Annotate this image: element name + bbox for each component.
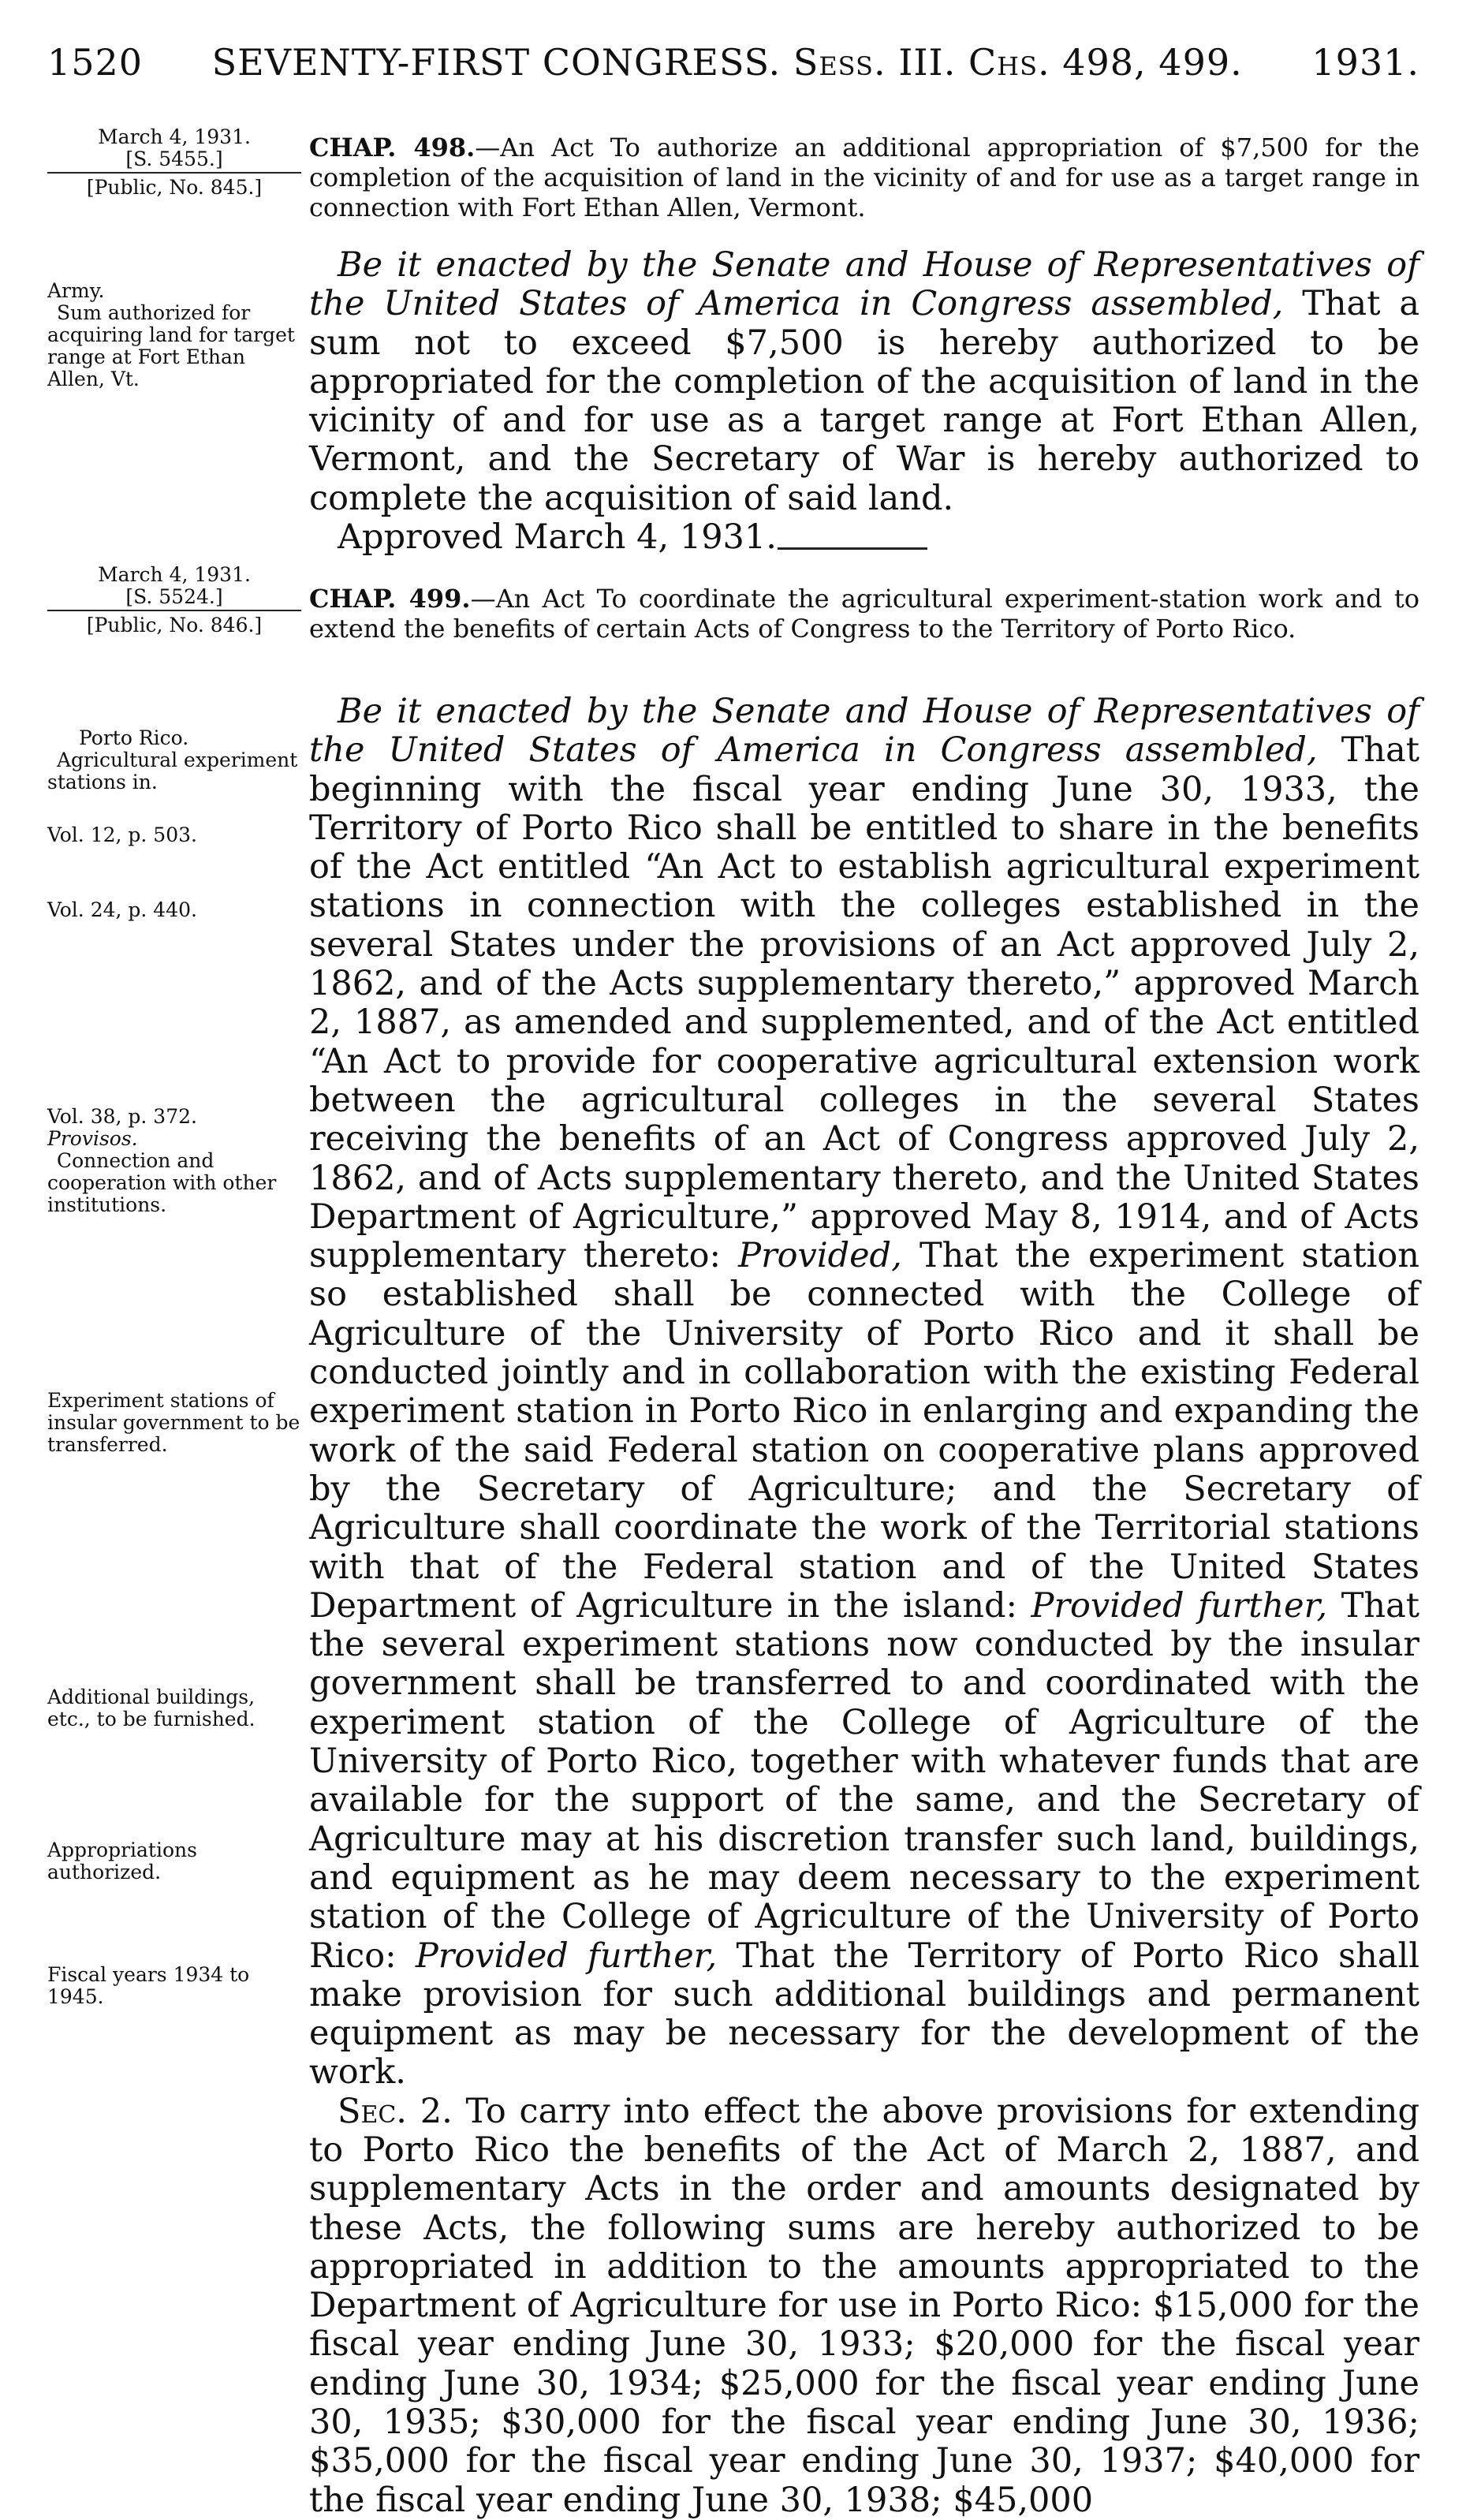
margin-porto-rico <box>47 727 301 793</box>
header-year: 1931. <box>1311 41 1419 84</box>
margin-vol-38-ref: Vol. 38, p. 372. <box>47 1105 197 1128</box>
ch498-bill-number: [S. 5455.] <box>125 147 223 170</box>
ch499-proviso-1: Provided, <box>738 1236 902 1276</box>
ch498-text: That a sum not to exceed $7,500 is hereby authorized to be appropriated for the completion of the acquisition of land in the vicinity of and for use as a target range at Fort Ethan Allen, Vermont, and the Secretary of War is hereby authorized to complete the acquisition of said land. <box>309 284 1419 518</box>
ch498-body <box>309 246 1419 557</box>
margin-provisos: Provisos. <box>47 1127 138 1150</box>
ch498-enacting-clause: Be it enacted by the Senate and House of Representatives of the United States of America in Congress assembled, <box>309 245 1419 324</box>
ch498-enactment-paragraph <box>309 246 1419 518</box>
ch499-section-1 <box>309 693 1419 2093</box>
running-header <box>47 41 1419 84</box>
ch499-heading <box>309 584 1419 644</box>
ch499-date: March 4, 1931. <box>98 563 251 586</box>
ch498-margin-notes <box>47 280 301 390</box>
session-label: Sess. III. <box>793 41 957 84</box>
ch498-public-number: [Public, No. 845.] <box>86 176 263 199</box>
ch499-text-b: That the experiment station so established shall be connected with the College of Agriculture of the University of Porto Rico and it shall be conducted jointly and in collaboration with the existing Federal experiment station in Porto Rico in enlarging and expanding the work of the said Federal station on cooperative plans approved by the Secretary of Agriculture; and the Secretary of Agriculture shall coordinate the work of the Territorial stations with that of the Federal station and of the United States Department of Agriculture in the island: <box>309 1236 1419 1626</box>
ch499-title: —An Act To coordinate the agricultural experiment-station work and to extend the benefits of certain Acts of Congress to the Territory of Porto Rico. <box>309 584 1420 644</box>
ch498-date: March 4, 1931. <box>98 125 251 148</box>
congress-name: SEVENTY-FIRST CONGRESS. <box>211 41 781 84</box>
ch499-enacting-clause: Be it enacted by the Senate and House of Representatives of the United States of America in Congress assembled, <box>309 692 1419 771</box>
margin-additional-buildings: Additional buildings, etc., to be furnished. <box>47 1686 256 1730</box>
ch498-chap-label: CHAP. 498. <box>309 133 476 162</box>
chapters-label: Chs. 498, 499. <box>968 41 1243 84</box>
ch499-chap-label: CHAP. 499. <box>309 584 471 614</box>
ch498-title: —An Act To authorize an additional appropriation of $7,500 for the completion of the acquisition of land in the vicinity of and for use as a target range in connection with Fort Ethan Allen, Vermont. <box>309 133 1420 222</box>
ch499-margin-rule <box>47 610 301 611</box>
ch499-proviso-3: Provided further, <box>415 1936 718 1976</box>
ch499-text-a: That beginning with the fiscal year ending June 30, 1933, the Territory of Porto Rico shall be entitled to share in the benefits of the Act entitled “An Act to establish agricultural experiment stations in connection with the colleges established in the several States under the provisions of an Act approved July 2, 1862, and of the Acts supplementary thereto,” approved March 2, 1887, as amended and supplemented, and of the Act entitled “An Act to provide for cooperative agricultural extension work between the agricultural colleges in the several States receiving the benefits of an Act of Congress approved July 2, 1862, and of Acts supplementary thereto, and the United States Department of Agriculture,” approved May 8, 1914, and of Acts supplementary thereto: <box>309 730 1419 1276</box>
ch499-body <box>309 693 1419 2520</box>
ch499-public-number: [Public, No. 846.] <box>86 614 263 637</box>
ch499-text-c: That the several experiment stations now conducted by the insular government shall be transferred to and coordinated with the experiment station of the College of Agriculture of the University of Porto Rico, together with whatever funds that are available for the support of the same, and the Secretary of Agriculture may at his discretion transfer such land, buildings, and equipment as he may deem necessary to the experiment station of the College of Agriculture of the University of Porto Rico: <box>309 1585 1419 1976</box>
ch499-date-block <box>47 564 301 637</box>
ch499-bill-number: [S. 5524.] <box>125 585 223 608</box>
ch499-proviso-2: Provided further, <box>1031 1585 1328 1626</box>
margin-vol-24: Vol. 24, p. 440. <box>47 898 197 921</box>
page-number: 1520 <box>47 41 144 84</box>
ch498-heading <box>309 133 1419 222</box>
congress-title <box>143 41 1311 84</box>
margin-experiment-stations: Experiment stations of insular government to be transferred. <box>47 1389 300 1456</box>
ch498-date-block <box>47 126 301 199</box>
margin-fiscal-years: Fiscal years 1934 to 1945. <box>47 1963 250 2008</box>
ch499-sec2-label: Sec. 2. <box>338 2091 453 2131</box>
ch498-approved: Approved March 4, 1931. <box>338 517 777 558</box>
margin-porto-rico-topic: Porto Rico. <box>79 726 189 749</box>
ch498-subtopic: Sum authorized for acquiring land for target range at Fort Ethan Allen, Vt. <box>47 301 295 390</box>
ch499-sec2-text: To carry into effect the above provisions for extending to Porto Rico the benefits of the Act of March 2, 1887, and supplementary Acts in the order and amounts designated by these Acts, the following sums are hereby authorized to be appropriated in addition to the amounts appropriated to the Department of Agriculture for use in Porto Rico: $15,000 for the fiscal year ending June 30, 1933; $20,000 for the fiscal year ending June 30, 1934; $25,000 for the fiscal year ending June 30, 1935; $30,000 for the fiscal year ending June 30, 1936; $35,000 for the fiscal year ending June 30, 1937; $40,000 for the fiscal year ending June 30, 1938; $45,000 <box>309 2091 1419 2520</box>
margin-vol-38 <box>47 1106 301 1216</box>
margin-agricultural-stations: Agricultural experiment stations in. <box>47 749 298 793</box>
ch498-topic: Army. <box>47 279 105 302</box>
chapter-separator-rule <box>778 547 927 550</box>
ch499-text-d: That the Territory of Porto Rico shall make provision for such additional buildings and permanent equipment as may be necessary for the development of the work. <box>309 1936 1420 2093</box>
margin-appropriations: Appropriations authorized. <box>47 1839 197 1883</box>
margin-vol-12: Vol. 12, p. 503. <box>47 823 197 846</box>
margin-connection: Connection and cooperation with other institutions. <box>47 1149 277 1216</box>
ch499-section-2 <box>309 2093 1419 2520</box>
ch498-margin-rule <box>47 172 301 174</box>
